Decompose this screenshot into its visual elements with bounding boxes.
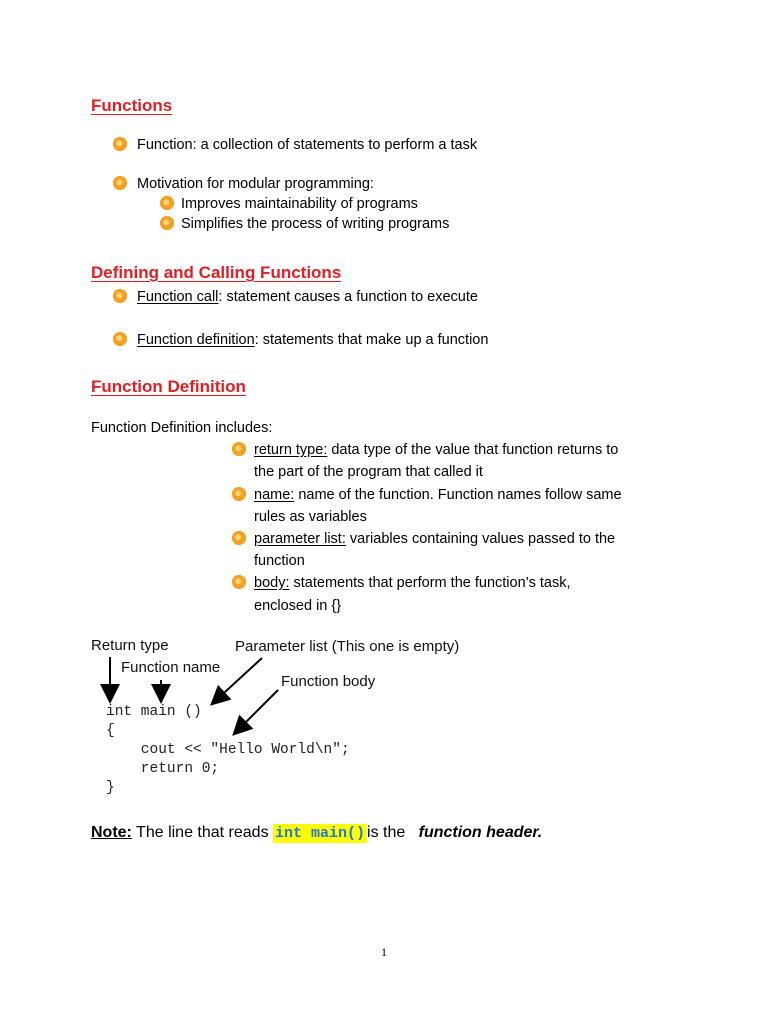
note-text-2: is the (367, 824, 410, 841)
functions-bullet-2: Motivation for modular programming: (137, 176, 374, 192)
functions-sub-bullet-1: Improves maintainability of programs (181, 196, 418, 212)
term-body: body: (254, 575, 290, 591)
heading-function-definition: Function Definition (91, 377, 246, 396)
defining-bullet-1-text: : statement causes a function to execute (218, 289, 478, 305)
heading-defining-calling: Defining and Calling Functions (91, 263, 342, 282)
definition-intro: Function Definition includes: (91, 420, 273, 436)
definition-item-body-line2: enclosed in {} (254, 598, 342, 614)
definition-item-text: variables containing values passed to the (345, 531, 616, 547)
definition-item-text: statements that perform the function’s task, (289, 575, 571, 591)
term-function-call: Function call (137, 289, 219, 305)
term-name: name: (254, 487, 295, 503)
heading-functions: Functions (91, 96, 173, 115)
page-number: 1 (381, 945, 387, 959)
term-function-definition: Function definition (137, 332, 255, 348)
arrow-function-body (235, 690, 278, 733)
definition-item-text: data type of the value that function returns to (327, 442, 619, 458)
defining-bullet-2-text: : statements that make up a function (254, 332, 489, 348)
definition-item-return-type-line2: the part of the program that called it (254, 464, 483, 480)
note-label: Note: (91, 824, 132, 841)
note-text-1: The line that reads (131, 824, 274, 841)
code-line-1: int main () (106, 704, 202, 720)
note-code: int main() (275, 825, 366, 842)
code-line-2: { (106, 723, 115, 739)
note-line (91, 824, 542, 842)
label-parameter-list: Parameter list (This one is empty) (235, 638, 460, 655)
code-line-3: cout << "Hello World\n"; (106, 742, 350, 758)
note-emphasis: function header. (418, 824, 543, 841)
code-line-4: return 0; (106, 761, 220, 777)
code-line-5: } (106, 780, 115, 796)
definition-item-parameter-list-line2: function (254, 553, 305, 569)
label-function-name: Function name (121, 659, 221, 676)
definition-item-text: name of the function. Function names follow same (294, 487, 622, 503)
definition-item-name-line2: rules as variables (254, 509, 367, 525)
functions-bullet-1: Function: a collection of statements to perform a task (137, 137, 478, 153)
label-function-body: Function body (281, 673, 376, 690)
label-return-type: Return type (91, 637, 169, 654)
arrow-parameter-list (213, 658, 262, 703)
term-return-type: return type: (254, 442, 328, 458)
functions-sub-bullet-2: Simplifies the process of writing programs (181, 216, 450, 232)
term-parameter-list: parameter list: (254, 531, 346, 547)
